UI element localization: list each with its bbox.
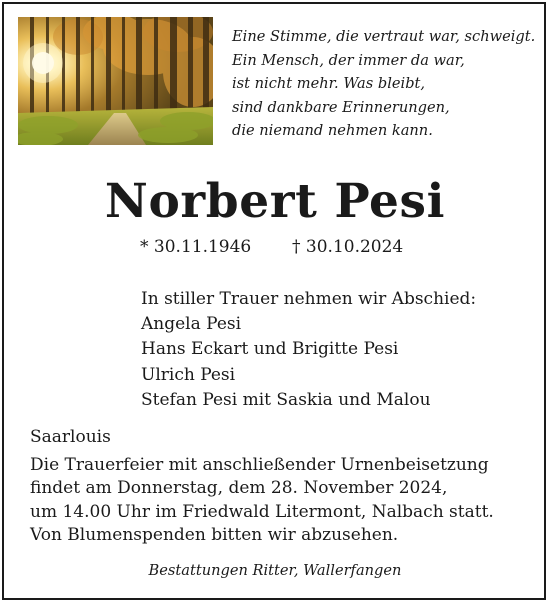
poem-line: Eine Stimme, die vertraut war, schweigt. (232, 28, 536, 45)
mourners-intro: In stiller Trauer nehmen wir Abschied: (141, 289, 477, 309)
poem-line: die niemand nehmen kann. (232, 122, 433, 140)
mourner-name: Hans Eckart und Brigitte Pesi (141, 339, 399, 360)
service-line: um 14.00 Uhr im Friedwald Litermont, Nalbach statt. (30, 501, 494, 522)
mourner-name: Ulrich Pesi (141, 364, 236, 385)
service-line: findet am Donnerstag, dem 28. November 2024, (30, 478, 448, 499)
poem-line: ist nicht mehr. Was bleibt, (232, 75, 426, 93)
funeral-service-info (30, 454, 494, 524)
death-date: † 30.10.2024 (292, 237, 404, 257)
mourners-block (141, 287, 476, 413)
place-name: Saarlouis (30, 427, 111, 447)
mourner-name: Angela Pesi (141, 314, 242, 335)
poem-line: Ein Mensch, der immer da war, (232, 51, 465, 69)
birth-date: * 30.11.1946 (140, 237, 252, 257)
undertaker-credit: Bestattungen Ritter, Wallerfangen (148, 562, 402, 579)
service-line: Die Trauerfeier mit anschließender Urnenbeisetzung (30, 455, 489, 475)
deceased-name: Norbert Pesi (104, 174, 446, 229)
flowers-note: Von Blumenspenden bitten wir abzusehen. (30, 525, 399, 545)
forest-sunlight-photo (18, 17, 213, 145)
mourner-name: Stefan Pesi mit Saskia und Malou (141, 389, 431, 410)
poem-line: sind dankbare Erinnerungen, (232, 98, 450, 116)
memorial-poem (232, 25, 535, 143)
